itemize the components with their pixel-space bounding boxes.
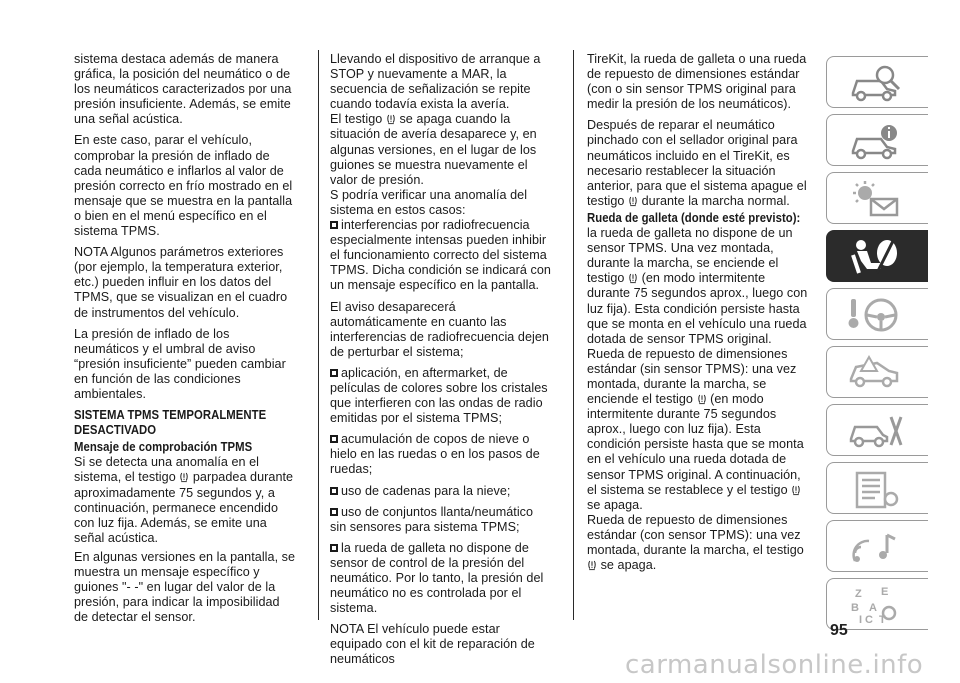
list-item [330,484,552,499]
paragraph [587,226,809,347]
tpms-warning-icon [792,484,800,496]
note-paragraph: NOTA Algunos parámetros exteriores (por ejemplo, la temperatura exterior, etc.) pueden influir en los datos del TPMS, que se visualizan en el cuadro de instrumentos del vehículo. [74,245,288,320]
text: parpadea durante aproximadamente 75 segundos y, a continuación, permanece encendido con luz fija. Además, se emite una señal acústica. [74,470,294,545]
column-divider [573,50,574,620]
bullet-icon [330,544,338,552]
text: Si se detecta una anomalía en el sistema, el testigo [74,455,260,485]
multimedia-icon [847,527,907,567]
tab-emergency[interactable] [826,346,928,398]
paragraph: El aviso desaparecerá automáticamente en cuanto las interferencias de radiofrecuencia dejen de perturbar el sistema; [330,299,549,359]
tab-safety[interactable] [826,230,928,282]
text: uso de cadenas para la nieve; [341,483,511,498]
svg-text:E: E [881,586,889,598]
car-search-icon [847,63,907,103]
paragraph: TireKit, la rueda de galleta o una rueda de repuesto de dimensiones estándar (con o sin sensor TPMS original para medir la presión de los neumáticos). [587,52,807,112]
column-1 [74,52,296,631]
paragraph: En este caso, parar el vehículo, comprobar la presión de inflado de cada neumático e inflarlos al valor de presión correcto en frío mostrado en el mensaje que se muestra en la pantalla o bien en el menú específico en el sistema TPMS. [74,133,293,239]
index-icon [847,585,907,625]
tab-maintenance[interactable] [826,404,928,456]
list-item [330,505,552,535]
tab-driving[interactable] [826,288,928,340]
text: interferencias por radiofrecuencia especialmente intensas pueden inhibir el funcionamiento correcto del sistema TPMS. Dicha condición se indicará con un mensaje específico en la pantalla. [330,218,551,293]
car-info-icon [847,121,907,161]
list-item [330,366,552,426]
page-number: 95 [830,622,848,639]
text: acumulación de copos de nieve o hielo en las ruedas o en los pasos de ruedas; [330,432,540,477]
svg-text:I: I [859,614,863,625]
section-heading: DESACTIVADO [74,423,157,438]
text: uso de conjuntos llanta/neumático sin sensores para sistema TPMS; [330,504,534,534]
tpms-warning-icon [180,471,188,483]
text: durante la marcha normal. [641,193,790,208]
tpms-warning-icon [629,272,637,284]
text: la rueda de galleta no dispone de un sensor TPMS. Una vez montada, durante la marcha, se enciende el testigo [587,226,793,286]
column-divider [318,50,319,620]
paragraph [330,112,552,187]
subsection-heading [587,210,801,226]
column-3 [587,52,809,573]
text: Rueda de repuesto de dimensiones estándar (con sensor TPMS): una vez montada, durante la marcha, el testigo [587,512,804,557]
watermark: carmanualsonline.info [625,650,924,680]
subsection-heading: Mensaje de comprobación TPMS [74,440,253,455]
svg-text:A: A [869,602,877,614]
text: se apaga. [587,497,643,512]
paragraph: S podría verificar una anomalía del sistema en estos casos: [330,187,528,217]
heading-text: Rueda de galleta (donde esté previsto) [587,210,797,225]
text: Rueda de repuesto de dimensiones estándar (sin sensor TPMS): una vez montada, durante la marcha, se enciende el testigo [587,346,797,407]
bullet-icon [330,369,338,377]
text: (en modo intermitente durante 75 segundos aprox., luego con luz fija). Esta condición persiste hasta que se monta en el vehículo una rueda dotada de sensor TPMS original. A continuación, el sistema se restablece y el testigo [587,392,804,497]
text: se apaga. [600,558,657,573]
bullet-icon [330,487,338,495]
svg-text:C: C [865,614,873,625]
tab-specs[interactable] [826,462,928,514]
tab-multimedia[interactable] [826,520,928,572]
paragraph: En algunas versiones en la pantalla, se muestra un mensaje específico y guiones "- -" en lugar del valor de la presión, para indicar la imposibilidad de detectar el sensor. [74,549,296,625]
list-item [330,218,552,293]
text: Después de reparar el neumático pinchado con el sellador original para neumáticos incluido en el TireKit, es necesario restablecer la situación anterior, para que el sistema apague el testigo [587,118,807,208]
text: la rueda de galleta no dispone de sensor de control de la presión del neumático. Por lo tanto, la presión del neumático no es controlada por el sistema. [330,540,544,616]
paragraph [587,513,809,573]
paragraph: Llevando el dispositivo de arranque a STOP y nuevamente a MAR, la secuencia de señalización se repite cuando todavía exista la avería. [330,52,541,112]
car-service-icon [847,411,907,451]
paragraph [74,455,296,546]
tpms-warning-icon [629,195,637,207]
tpms-warning-icon [698,393,706,405]
tpms-warning-icon [588,559,596,571]
paragraph: La presión de inflado de los neumáticos y el umbral de aviso “presión insuficiente” pueden cambiar en función de las condiciones ambientales. [74,326,286,401]
svg-text:T: T [879,614,886,625]
paragraph [587,118,809,209]
tpms-warning-icon [387,113,395,125]
text: El testigo [330,112,383,127]
list-item [330,432,552,477]
section-heading: SISTEMA TPMS TEMPORALMENTE [74,408,267,423]
list-item [330,541,552,616]
text: (en modo intermitente durante 75 segundos aprox., luego con luz fija). Esta condición persiste hasta que se monta en el vehículo una rueda dotada de sensor TPMS original. [587,271,808,346]
paragraph: sistema destaca además de manera gráfica, la posición del neumático o de los neumáticos caracterizados por una presión insuficiente. Además, se emite una señal acústica. [74,52,292,127]
text: aplicación, en aftermarket, de películas de colores sobre los cristales que interfieren con las ondas de radio emitidas por el sistema TPMS; [330,365,548,426]
light-message-icon [847,179,907,219]
airbag-seat-icon [847,237,907,277]
note-paragraph: NOTA El vehículo puede estar equipado con el kit de reparación de neumáticos [330,622,535,667]
text: se apaga cuando la situación de avería desaparece y, en algunas versiones, en el lugar de los guiones se muestra nuevamente el valor de presión. [330,112,537,187]
bullet-icon [330,508,338,516]
svg-text:Z: Z [855,588,862,600]
tab-lights[interactable] [826,172,928,224]
car-warning-icon [847,353,907,393]
tab-car-info[interactable] [826,114,928,166]
specs-icon [847,469,907,509]
column-2 [330,52,552,674]
heading-colon: : [796,210,801,225]
tab-car-search[interactable] [826,56,928,108]
bullet-icon [330,435,338,443]
paragraph [587,347,809,513]
steering-wheel-icon [847,295,907,335]
svg-text:B: B [851,602,859,614]
bullet-icon [330,221,338,229]
